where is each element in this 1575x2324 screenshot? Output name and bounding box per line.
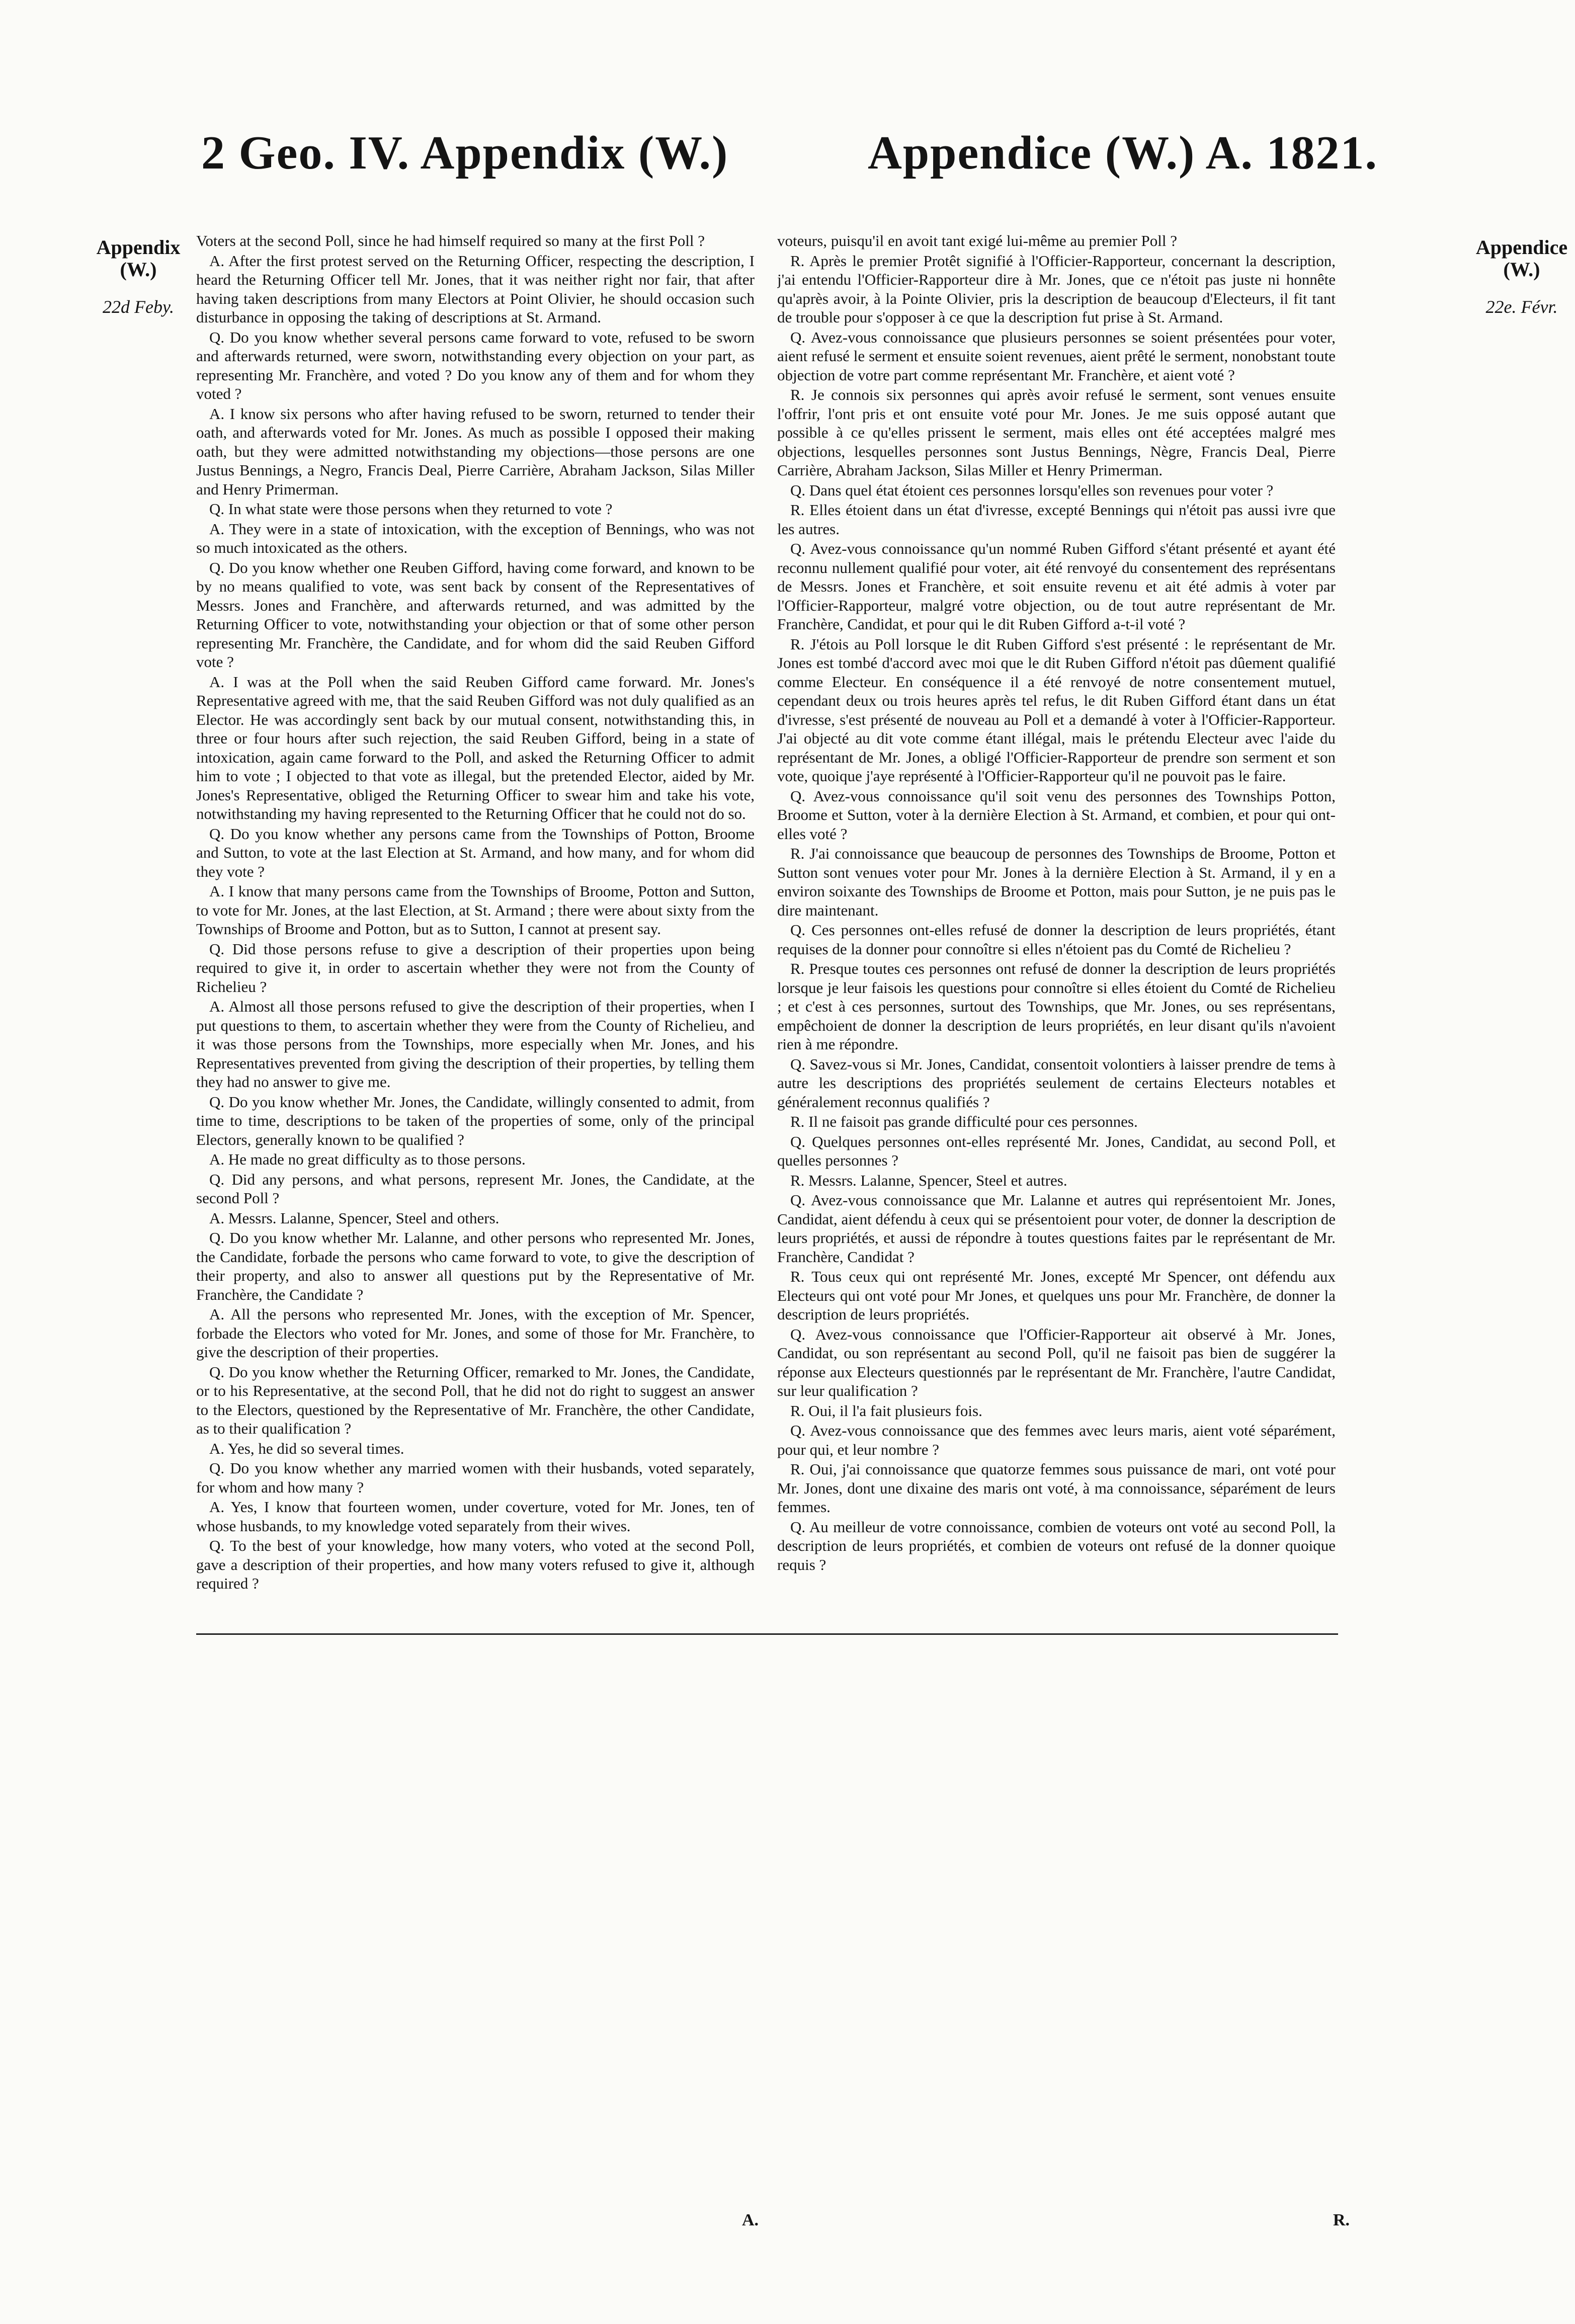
french-paragraph: Q. Avez-vous connoissance que des femmes avec leurs maris, aient voté séparément, pour qui, et leur nombre ? <box>777 1422 1336 1458</box>
margin-sub-left: (W.) <box>120 258 157 281</box>
margin-date-right: 22e. Févr. <box>1485 297 1558 317</box>
english-paragraph: A. Messrs. Lalanne, Spencer, Steel and others. <box>209 1209 500 1227</box>
margin-note-left <box>80 236 196 318</box>
french-paragraph: Q. Dans quel état étoient ces personnes lorsqu'elles son revenues pour voter ? <box>790 481 1274 499</box>
english-paragraph: Q. Did any persons, and what persons, represent Mr. Jones, the Candidate, at the second Poll ? <box>196 1170 755 1207</box>
english-paragraph: Q. To the best of your knowledge, how many voters, who voted at the second Poll, gave a description of their properties, and how many voters refused to give it, although required ? <box>196 1537 755 1592</box>
french-paragraph: Q. Avez-vous connoissance que plusieurs personnes se soient présentées pour voter, aient refusé le serment et ensuite soient revenues, aient prêté le serment, nonobstant toute objection de votre part comme représentant Mr. Franchère, et aient voté ? <box>777 328 1336 384</box>
french-paragraph: R. Il ne faisoit pas grande difficulté pour ces personnes. <box>790 1113 1138 1130</box>
french-paragraph: Q. Ces personnes ont-elles refusé de donner la description de leurs propriétés, étant requises de la donner pour connoître si elles n'étoient pas du Comté de Richelieu ? <box>777 921 1336 958</box>
margin-label-left: Appendix <box>96 236 181 259</box>
english-paragraph: Q. Do you know whether the Returning Officer, remarked to Mr. Jones, the Candidate, or to his Representative, at the second Poll, that he did not do right to suggest an answer to the Electors, questioned by the Representative of Mr. Franchère, the other Candidate, as to their qualification ? <box>196 1363 755 1437</box>
french-paragraph: Q. Quelques personnes ont-elles représenté Mr. Jones, Candidat, au second Poll, et quelles personnes ? <box>777 1132 1336 1169</box>
french-paragraph: Q. Avez-vous connoissance que l'Officier-Rapporteur ait observé à Mr. Jones, Candidat, ou son représentant au second Poll, qu'il ne faisoit pas bien de suggérer la réponse aux Electeurs questionnés par le représentant de Mr. Franchère, l'autre Candidat, sur leur qualification ? <box>777 1325 1336 1399</box>
french-paragraph: R. Messrs. Lalanne, Spencer, Steel et autres. <box>790 1171 1067 1189</box>
english-paragraph: A. Yes, he did so several times. <box>209 1439 404 1457</box>
french-paragraph: Q. Avez-vous connoissance qu'il soit venu des personnes des Townships Potton, Broome et Sutton, voter à la dernière Election à St. Armand, et combien, et pour qui ont-elles voté ? <box>777 787 1336 843</box>
running-head-left: 2 Geo. IV. Appendix (W.) <box>201 127 729 179</box>
page-header <box>0 126 1575 196</box>
english-paragraph: A. He made no great difficulty as to those persons. <box>209 1150 526 1168</box>
french-paragraph: R. Après le premier Protêt signifié à l'Officier-Rapporteur, concernant la description, j'ai entendu l'Officier-Rapporteur dire à Mr. Jones, que ce n'étoit pas juste ni honnête qu'après avoir, à la Pointe Olivier, pris la description de beaucoup d'Electeurs, il fit tant de trouble pour s'opposer à ce que la description fut prise à St. Armand. <box>777 252 1336 326</box>
french-paragraph: Q. Savez-vous si Mr. Jones, Candidat, consentoit volontiers à laisser prendre de tems à autre les descriptions des propriétés seulement de certains Electeurs notables et généralement reconnus qualifiés ? <box>777 1055 1336 1111</box>
french-paragraph: R. J'étois au Poll lorsque le dit Ruben Gifford s'est présenté : le représentant de Mr. Jones est tombé d'accord avec moi que le dit Ruben Gifford n'étoit pas dûement qualifié comme Electeur. En conséquence il a été renvoyé de notre consentement mutuel, cependant deux ou trois heures après tel refus, le dit Ruben Gifford étant dans un état d'ivresse, s'est présenté de nouveau au Poll et a demandé à voter à l'Officier-Rapporteur. J'ai objecté au dit vote comme étant illégal, mais le prétendu Electeur avec l'aide du représentant de Mr. Jones, a obligé l'Officier-Rapporteur de prendre son serment et son vote, quoique j'aye représenté à l'Officier-Rapporteur qu'il ne pouvoit pas le faire. <box>777 635 1336 785</box>
english-paragraph: A. After the first protest served on the Returning Officer, respecting the description, I heard the Returning Officer tell Mr. Jones, that it was neither right nor fair, that after having taken descriptions from many Electors at Point Olivier, he should occasion such disturbance in opposing the taking of descriptions at St. Armand. <box>196 252 755 326</box>
english-paragraph: A. They were in a state of intoxication, with the exception of Bennings, who was not so much intoxicated as the others. <box>196 520 755 556</box>
english-paragraph: Q. Do you know whether any married women with their husbands, voted separately, for whom and how many ? <box>196 1459 755 1496</box>
margin-sub-right: (W.) <box>1503 258 1540 281</box>
english-paragraph: A. Almost all those persons refused to give the description of their properties, when I put questions to them, to ascertain whether they were from the County of Richelieu, and it was those persons from the Townships, more especially when Mr. Jones, and his Representatives prevented from giving the description of their properties, by telling them they had no answer to give me. <box>196 998 755 1091</box>
english-paragraph: Q. Do you know whether one Reuben Gifford, having come forward, and known to be by no means qualified to vote, was sent back by consent of the Representatives of Messrs. Jones and Franchère, and afterwards returned, and was admitted by the Returning Officer to vote, notwithstanding your objection or that of some other person representing Mr. Franchère, the Candidate, and for whom did the said Reuben Gifford vote ? <box>196 558 755 671</box>
english-paragraph: Q. Do you know whether Mr. Jones, the Candidate, willingly consented to admit, from time to time, descriptions to be taken of the properties of some, only of the principal Electors, generally known to be qualified ? <box>196 1093 755 1148</box>
french-paragraph: Q. Avez-vous connoissance que Mr. Lalanne et autres qui représentoient Mr. Jones, Candidat, aient défendu à ceux qui se présentoient pour voter, de donner la description de leurs propriétés, et aussi de répondre à toutes questions faites par le représentant de Mr. Franchère, Candidat ? <box>777 1191 1336 1266</box>
french-paragraph: R. Oui, il l'a fait plusieurs fois. <box>790 1401 982 1420</box>
margin-date-left: 22d Feby. <box>103 297 174 317</box>
english-paragraph: A. I know six persons who after having refused to be sworn, returned to tender their oath, and afterwards voted for Mr. Jones. As much as possible I opposed their making oath, but they were admitted notwithstanding my objections—those persons are one Justus Bennings, a Negro, Francis Deal, Pierre Carrière, Abraham Jackson, Silas Miller and Henry Primerman. <box>196 404 755 498</box>
english-column <box>196 231 755 2244</box>
french-paragraph: R. J'ai connoissance que beaucoup de personnes des Townships de Broome, Potton et Sutton sont venues voter pour Mr. Jones à la dernière Election à St. Armand, il y en a environ soixante des Townships de Broome et Potton, mais pour Sutton, je ne puis pas le dire maintenant. <box>777 845 1336 919</box>
english-paragraph: Q. Do you know whether any persons came from the Townships of Potton, Broome and Sutton, to vote at the last Election at St. Armand, and how many, and for whom did they vote ? <box>196 824 755 880</box>
english-paragraph: A. Yes, I know that fourteen women, under coverture, voted for Mr. Jones, ten of whose husbands, to my knowledge voted separately from their wives. <box>196 1498 755 1535</box>
english-paragraph: Q. Do you know whether Mr. Lalanne, and other persons who represented Mr. Jones, the Candidate, forbade the persons who came forward to vote, to give the description of their property, and also to answer all questions put by the Representative of Mr. Franchère, the Candidate ? <box>196 1229 755 1303</box>
french-paragraph: R. Je connois six personnes qui après avoir refusé le serment, sont venues ensuite l'offrir, l'ont pris et ont ensuite voté pour Mr. Jones. Je me suis opposé autant que possible à ce qu'elles prissent le serment, mais elles ont été acceptées malgré mes objections, lesquelles personnes sont Justus Bennings, Nègre, Francis Deal, Pierre Carrière, Abraham Jackson, Silas Miller et Henry Primerman. <box>777 386 1336 479</box>
french-column <box>777 231 1336 2244</box>
margin-note-right <box>1471 236 1572 318</box>
english-paragraph: A. All the persons who represented Mr. Jones, with the exception of Mr. Spencer, forbade the Electors who voted for Mr. Jones, and some of those for Mr. Franchère, to give the description of their properties. <box>196 1305 755 1361</box>
english-paragraph: Q. In what state were those persons when they returned to vote ? <box>209 500 613 518</box>
english-paragraph: A. I know that many persons came from the Townships of Broome, Potton and Sutton, to vote for Mr. Jones, at the last Election, at St. Armand ; there were about sixty from the Townships of Broome and Potton, but as to Sutton, I cannot at present say. <box>196 882 755 938</box>
french-paragraph: R. Presque toutes ces personnes ont refusé de donner la description de leurs propriétés lorsque je leur faisois les questions pour connoître si elles étoient du Comté de Richelieu ; et c'est à ces personnes, surtout des Townships, que Mr. Jones, ou ses représentans, empêchoient de donner la description de leurs propriétés, en leur disant qu'ils n'avoient rien à me répondre. <box>777 960 1336 1053</box>
horizontal-rule <box>196 1633 1338 1635</box>
margin-label-right: Appendice <box>1475 236 1568 259</box>
english-paragraph: A. I was at the Poll when the said Reuben Gifford came forward. Mr. Jones's Representative agreed with me, that the said Reuben Gifford was not duly qualified as an Elector. He was accordingly sent back by our mutual consent, notwithstanding this, in three or four hours after such rejection, the said Reuben Gifford, being in a state of intoxication, again came forward to the Poll, and asked the Returning Officer to admit him to vote ; I objected to that vote as illegal, but the pretended Elector, aided by Mr. Jones's Representative, obliged the Returning Officer to swear him and take his vote, notwithstanding my having represented to the Returning Officer that he could not do so. <box>196 673 755 822</box>
french-paragraph: Q. Avez-vous connoissance qu'un nommé Ruben Gifford s'étant présenté et ayant été reconnu nullement qualifié pour voter, ait été renvoyé du consentement des représentans de Messrs. Jones et Franchère, et soit ensuite revenu et ait été admis à voter par l'Officier-Rapporteur, malgré votre objection, ou de tout autre représentant de Mr. Franchère, Candidat, et pour qui le dit Ruben Gifford a-t-il voté ? <box>777 540 1336 633</box>
french-paragraph: R. Oui, j'ai connoissance que quatorze femmes sous puissance de mari, ont voté pour Mr. Jones, dont une dixaine des maris ont voté, à ma connoissance, séparément de leurs femmes. <box>777 1460 1336 1516</box>
catchword-french: R. <box>1333 2211 1350 2229</box>
english-paragraph: Voters at the second Poll, since he had himself required so many at the first Poll ? <box>196 232 705 250</box>
french-paragraph: voteurs, puisqu'il en avoit tant exigé lui-même au premier Poll ? <box>777 232 1178 250</box>
french-paragraph: R. Tous ceux qui ont représenté Mr. Jones, excepté Mr Spencer, ont défendu aux Electeurs qui ont voté pour Mr Jones, et quelques uns pour Mr. Franchère, de donner la description de leurs propriétés. <box>777 1268 1336 1323</box>
english-paragraph: Q. Do you know whether several persons came forward to vote, refused to be sworn and afterwards returned, were sworn, notwithstanding every objection on your part, as representing Mr. Franchère, and voted ? Do you know any of them and for whom they voted ? <box>196 328 755 402</box>
french-paragraph: R. Elles étoient dans un état d'ivresse, excepté Bennings qui n'étoit pas aussi ivre que les autres. <box>777 501 1336 538</box>
catchword-english: A. <box>742 2211 759 2229</box>
running-head-right: Appendice (W.) A. 1821. <box>868 127 1378 179</box>
french-paragraph: Q. Au meilleur de votre connoissance, combien de voteurs ont voté au second Poll, la description de leurs propriétés, et combien de voteurs ont refusé de la donner quoique requis ? <box>777 1518 1336 1573</box>
english-paragraph: Q. Did those persons refuse to give a description of their properties upon being required to give it, in order to ascertain whether they were not from the County of Richelieu ? <box>196 940 755 995</box>
